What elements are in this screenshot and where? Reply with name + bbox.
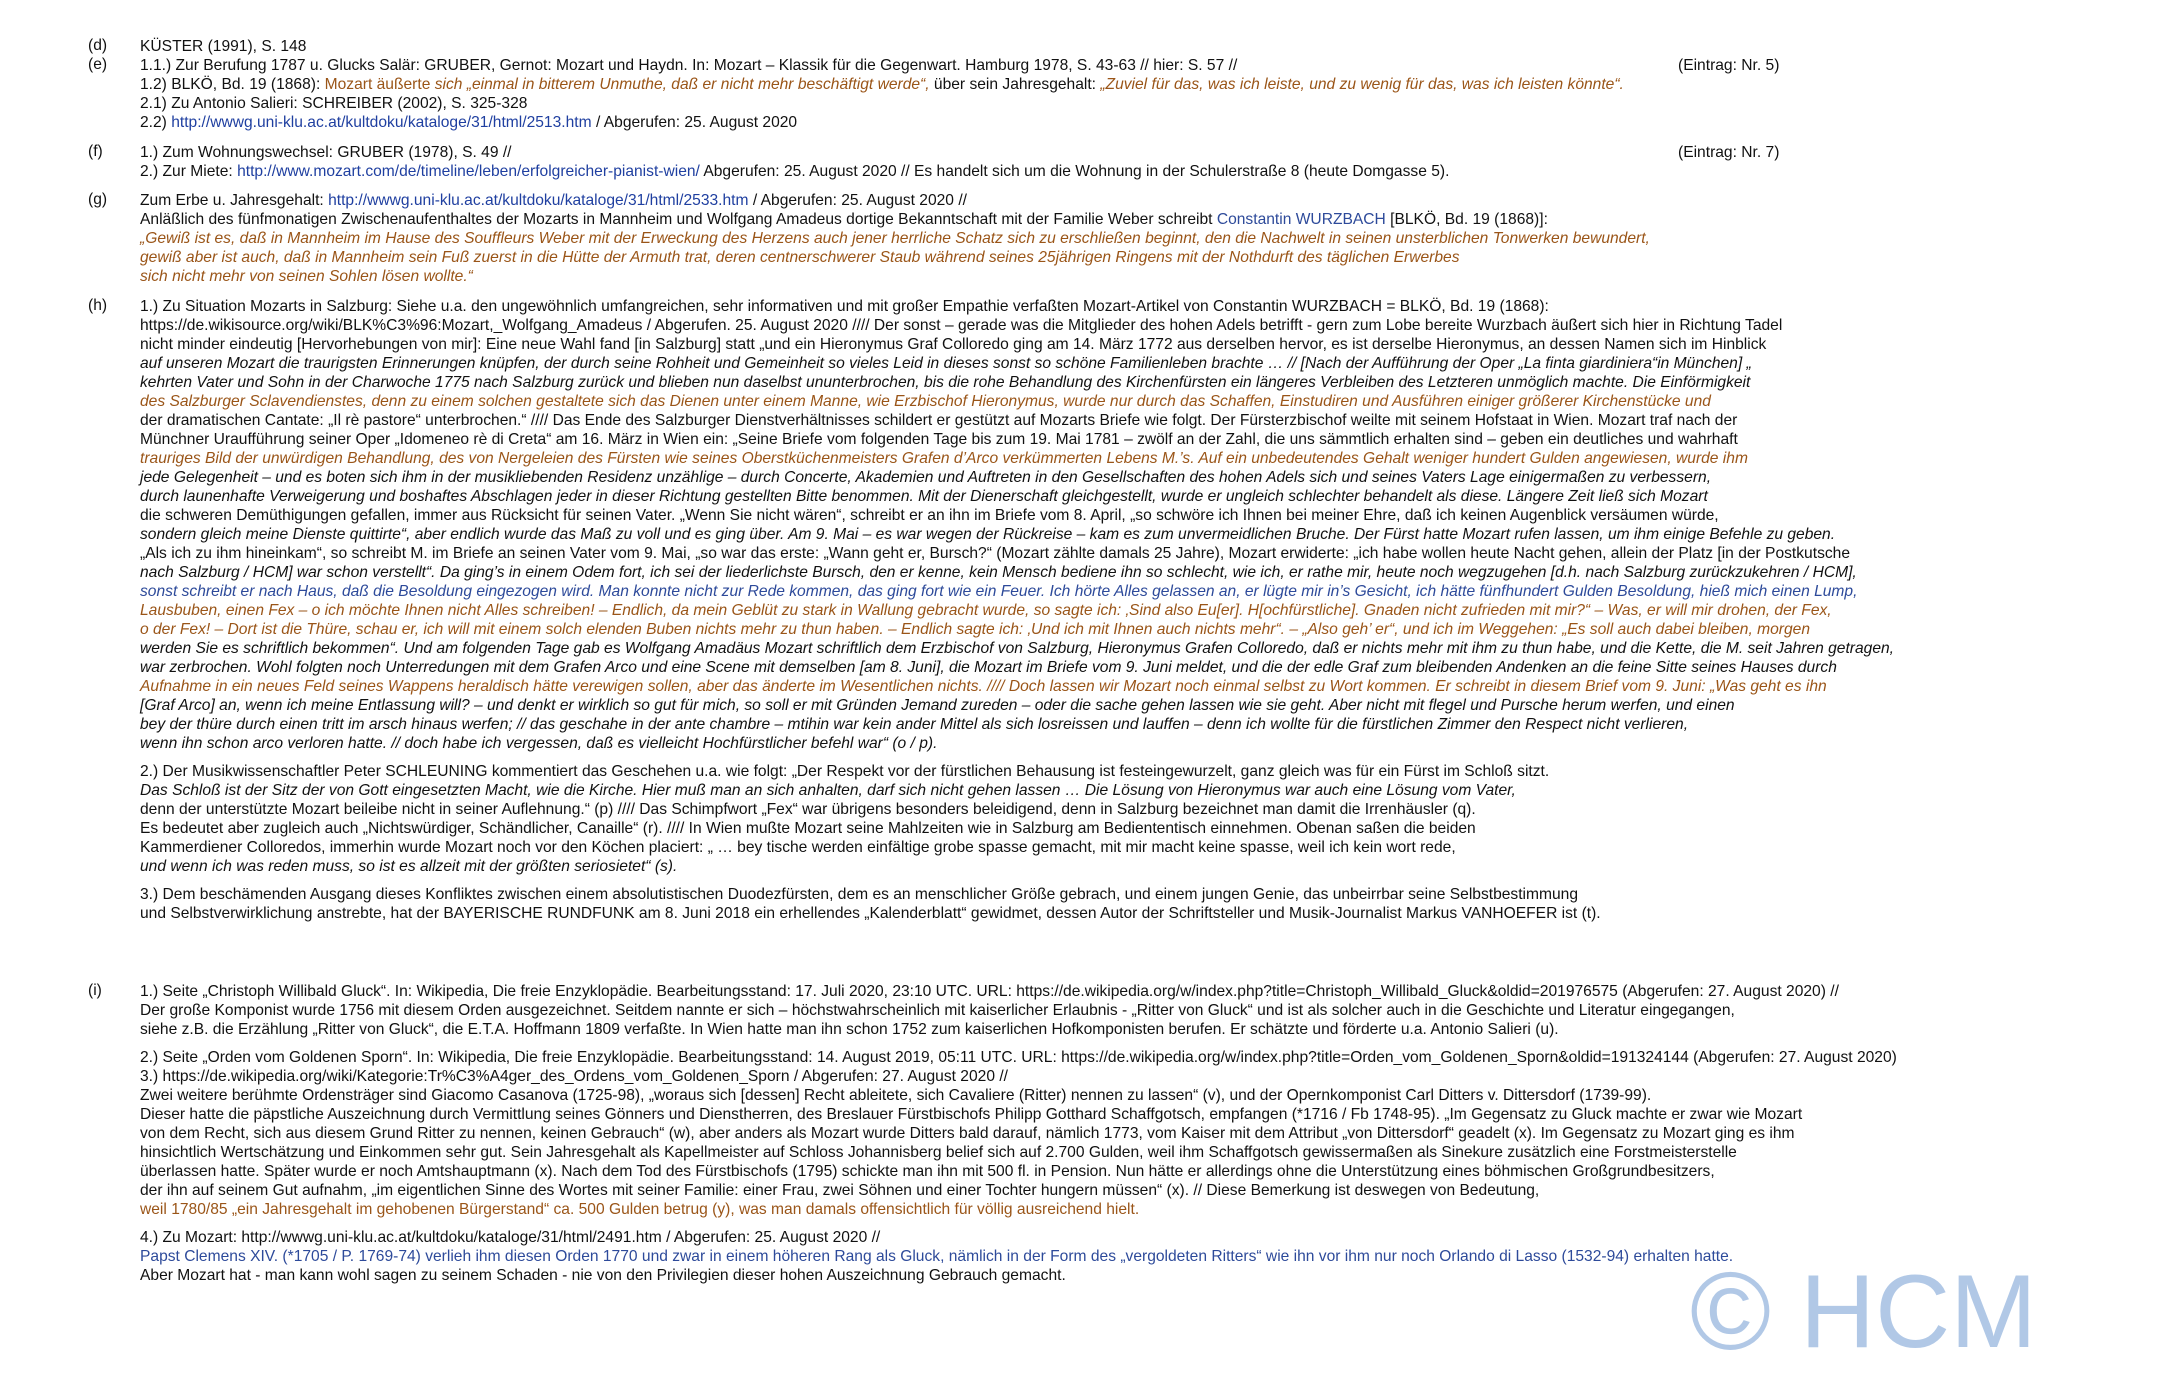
text-line: o der Fex! – Dort ist die Thüre, schau er, ich will mit einem solch elenden Buben nichts mehr zu thun haben. – Endlich sagte ich: ‚Und ich mit Ihnen auch nichts mehr“. – „Also geh’ er“, und ich im Weggehen: „Es soll auch dabei bleiben, morgen (140, 621, 1810, 638)
text-line: Das Schloß ist der Sitz der von Gott eingesetzten Macht, wie die Kirche. Hier muß man an sich anhalten, darf sich nicht gehen lassen … Die Lösung von Hieronymus war auch eine Lösung vom Vater, (140, 782, 1516, 799)
text-line: Aber Mozart hat - man kann wohl sagen zu seinem Schaden - nie von den Privilegien dieser hohen Auszeichnung Gebrauch gemacht. (140, 1267, 1066, 1284)
text-line: 1.) Seite „Christoph Willibald Gluck“. In: Wikipedia, Die freie Enzyklopädie. Bearbeitungsstand: 17. Juli 2020, 23:10 UTC. URL: https://de.wikipedia.org/w/index.php?title=Christoph_Willibald_Gluck&oldid=201976575 (Abgerufen: 27. August 2020) // (140, 983, 1839, 1000)
note-paragraph-2 (140, 1048, 2169, 1219)
copyright-symbol: © (1690, 1250, 1772, 1373)
text-line: Papst Clemens XIV. (*1705 / P. 1769-74) verlieh ihm diesen Orden 1770 und zwar in einem höheren Rang als Gluck, nämlich in der Form des „vergoldeten Ritters“ wie ihn vor ihm nur noch Orlando di Lasso (1532-94) erhalten hatte. (140, 1248, 1734, 1265)
text-line: überlassen hatte. Später wurde er noch Amtshauptmann (x). Nach dem Tod des Fürstbischofs (1795) schickte man ihn mit 500 fl. in Pension. Nun hätte er allerdings ohne die Unterstützung eines böhmischen Großgrundbesitzers, (140, 1163, 1715, 1180)
text-line: [Graf Arco] an, wenn ich meine Entlassung will? – und denkt er wirklich so gut für mich, so soll er mit Gründen Jemand zureden – oder die sache gehen lassen wie sie geht. Aber nicht mit flegel und Pursche herum werfen, und einen (140, 697, 1735, 714)
watermark-text: HCM (1771, 1254, 2037, 1370)
quote-line: gewiß aber ist auch, daß in Mannheim sein Fuß zuerst in die Hütte der Armuth trat, deren centnerschwerer Staub während seines 25jährigen Ringens mit der Nothdurft des täglichen Erwerbes (140, 249, 1460, 266)
source-link[interactable]: http://wwwg.uni-klu.ac.at/kultdoku/kataloge/31/html/2533.htm (328, 192, 749, 209)
text-line: sonst schreibt er nach Haus, daß die Besoldung eingezogen wird. Man konnte nicht zur Rede kommen, das ging fort wie ein Feuer. Ich hörte Alles gelassen an, er lügte mir in’s Gesicht, ich hätte fünfhundert Gulden Besoldung, hieß mich einen Lump, (140, 583, 1858, 600)
text-line: der ihn auf seinem Gut aufnahm, „im eigentlichen Sinne des Wortes mit seiner Familie: einer Frau, zwei Söhnen und einer Tochter hungern müssen“ (x). // Diese Bemerkung ist deswegen von Bedeutung, (140, 1182, 1540, 1199)
text-line: durch launenhafte Verweigerung und boshaftes Abschlagen jeder in dieser Richtung gestellten Bitte benommen. Mit der Dienerschaft gleichgestellt, wurde er ungleich schlechter behandelt als diese. Längere Zeit ließ sich Mozart (140, 488, 1708, 505)
note-text: Abgerufen: 25. August 2020 // Es handelt sich um die Wohnung in der Schulerstraße 8 (heute Domgasse 5). (699, 163, 1450, 180)
separator-line (140, 952, 1871, 971)
note-text: über sein Jahresgehalt: (929, 76, 1101, 93)
text-line: auf unseren Mozart die traurigsten Erinnerungen knüpfen, der durch seine Rohheit und Gemeinheit so vieles Leid in dieses sonst so schöne Familienleben brachte … // [Nach der Aufführung der Oper „La finta giardiniera“in München] „ (140, 355, 1752, 372)
text-line: denn der unterstützte Mozart beileibe nicht in seiner Auflehnung.“ (p) //// Das Schimpfwort „Fex“ war übrigens besonders beleidigend, denn in Salzburg bezeichnet man damit die Irrenhäusler (q). (140, 801, 1476, 818)
note-text: Zum Erbe u. Jahresgehalt: (140, 192, 329, 209)
text-line: 2.) Seite „Orden vom Goldenen Sporn“. In: Wikipedia, Die freie Enzyklopädie. Bearbeitungsstand: 14. August 2019, 05:11 UTC. URL: https://de.wikipedia.org/w/index.php?title=Orden_vom_Goldenen_Sporn&oldid=191324144 (Abgerufen: 27. August 2020) (140, 1049, 1897, 1066)
author-name: Constantin WURZBACH (1216, 211, 1386, 228)
text-line: nach Salzburg / HCM] war schon verstellt“. Da ging’s in einem Odem fort, ich sei der liederlichste Bursch, den er kenne, kein Mensch bediene ihn so schlecht, wie ich, er rathe mir, heute noch wegzugehen [d.h. nach Salzburg zurückzukehren / HCM], (140, 564, 1857, 581)
text-line: 1.) Zu Situation Mozarts in Salzburg: Siehe u.a. den ungewöhnlich umfangreichen, sehr informativen und mit großer Empathie verfaßten Mozart-Artikel von Constantin WURZBACH = BLKÖ, Bd. 19 (1868): (140, 298, 1549, 315)
text-line: Der große Komponist wurde 1756 mit diesem Orden ausgezeichnet. Seitdem nannte er sich – höchstwahrscheinlich mit kaiserlicher Erlaubnis - „Ritter von Gluck“ und ist als solcher auch in die Geschichte und Literatur eingegangen, (140, 1002, 1735, 1019)
note-paragraph-1 (140, 297, 2169, 753)
text-line: trauriges Bild der unwürdigen Behandlung, des von Nergeleien des Fürsten wie seines Oberstküchenmeisters Grafen d’Arco verkümmerten Lebens M.’s. Auf ein unbedeutendes Gehalt weniger hundert Gulden angewiesen, wurde ihm (140, 450, 1748, 467)
note-text: Anläßlich des fünfmonatigen Zwischenaufenthaltes der Mozarts in Mannheim und Wolfgang Amadeus dortige Bekanntschaft mit der Familie Weber schreibt (140, 211, 1217, 228)
text-line: Zwei weitere berühmte Ordensträger sind Giacomo Casanova (1725-98), „woraus sich [dessen] Recht ableitete, sich Cavaliere (Ritter) nennen zu lassen“ (v), und der Opernkomponist Carl Ditters v. Dittersdorf (1739-99). (140, 1087, 1652, 1104)
note-text: 1.2) BLKÖ, Bd. 19 (1868): (140, 76, 325, 93)
entry-label: (Eintrag: Nr. 7) (1678, 144, 1780, 161)
entry-label: (Eintrag: Nr. 5) (1678, 57, 1780, 74)
note-text: / Abgerufen: 25. August 2020 // (748, 192, 967, 209)
text-line: die schweren Demüthigungen gefallen, immer aus Rücksicht für seinen Vater. „Wenn Sie nicht wären“, schreibt er an ihn im Briefe vom 8. April, „so schwöre ich Ihnen bei meiner Ehre, daß ich keinen Augenblick versäumen würde, (140, 507, 1719, 524)
note-line: 2.1) Zu Antonio Salieri: SCHREIBER (2002), S. 325-328 (140, 95, 528, 112)
text-line: Es bedeutet aber zugleich auch „Nichtswürdiger, Schändlicher, Canaille“ (r). //// In Wien mußte Mozart seine Mahlzeiten wie in Salzburg am Bediententisch einnehmen. Obenan saßen die beiden (140, 820, 1476, 837)
note-line: KÜSTER (1991), S. 148 (140, 38, 307, 55)
text-line: werden Sie es schriftlich bekommen“. Und am folgenden Tage gab es Wolfgang Amadäus Mozart schriftlich dem Erzbischof von Salzburg, Hieronymus Grafen Colloredo, daß er nichts mehr mit ihm zu thun habe, und die Kette, die M. seit Jahren getragen, (140, 640, 1895, 657)
text-line: https://de.wikisource.org/wiki/BLK%C3%96:Mozart,_Wolfgang_Amadeus / Abgerufen. 25. August 2020 //// Der sonst – gerade was die Mitglieder des hohen Adels betrifft - gern zum Lobe bereite Wurzbach äußert sich hier in Richtung Tadel (140, 317, 1783, 334)
text-line: Lausbuben, einen Fex – o ich möchte Ihnen nicht Alles schreiben! – Endlich, da mein Geblüt zu stark in Wallung gebracht wurde, so sagte ich: ‚Sind also Eu[er]. H[ochfürstliche]. Gnaden nicht zufrieden mit mir?“ – Was, er will mir drohen, der Fex, (140, 602, 1832, 619)
note-letter: (i) (88, 982, 102, 999)
text-line: Kammerdiener Colloredos, immerhin wurde Mozart noch vor den Köchen placiert: „ … bey tische werden einfältige grobe spasse gemacht, mit mir macht keine spasse, weil ich kein wort rede, (140, 839, 1456, 856)
text-line: und Selbstverwirklichung anstrebte, hat der BAYERISCHE RUNDFUNK am 8. Juni 2018 ein erhellendes „Kalenderblatt“ gewidmet, dessen Autor der Schriftsteller und Musik-Journalist Markus VANHOEFER ist (t). (140, 905, 1601, 922)
text-line: des Salzburger Sclavendienstes, denn zu einem solchen gestaltete sich das Dienen unter einem Manne, wie Erzbischof Hieronymus, wurde nur durch das Schaffen, Einstudiren und Ausführen einiger größerer Kirchenstücke und (140, 393, 1711, 410)
quote-text: „Zuviel für das, was ich leiste, und zu wenig für das, was ich leisten könnte“. (1100, 76, 1624, 93)
text-line: kehrten Vater und Sohn in der Charwoche 1775 nach Salzburg zurück und blieben nun daselbst ununterbrochen, bis die rohe Behandlung des Kirchenfürsten ein längeres Verbleiben des Letzteren unmöglich machte. Die Einförmigkeit (140, 374, 1751, 391)
text-line: nicht minder eindeutig [Hervorhebungen von mir]: Eine neue Wahl fand [in Salzburg] statt „und ein Hieronymus Graf Colloredo ging am 14. März 1772 aus derselben hervor, es ist derselbe Hieronymus, an dessen Namen sich im Hinblick (140, 336, 1767, 353)
text-line: 3.) https://de.wikipedia.org/wiki/Kategorie:Tr%C3%A4ger_des_Ordens_vom_Goldenen_Sporn / Abgerufen: 27. August 2020 // (140, 1068, 1008, 1085)
text-line: und wenn ich was reden muss, so ist es allzeit mit der größten seriosietet“ (s). (140, 858, 678, 875)
quote-text: sich „einmal in bitterem Unmuthe, daß er nicht mehr beschäftigt werde“, (434, 76, 930, 93)
note-text: 2.) Zur Miete: (140, 163, 238, 180)
note-letter: (g) (88, 191, 108, 208)
source-link[interactable]: http://wwwg.uni-klu.ac.at/kultdoku/kataloge/31/html/2513.htm (171, 114, 592, 131)
text-line: „Als ich zu ihm hineinkam“, so schreibt M. im Briefe an seinen Vater vom 9. Mai, „so war das erste: „Wann geht er, Bursch?“ (Mozart zählte damals 25 Jahre), Mozart erwiderte: „ich habe wollen heute Nacht gehen, allein der Platz [in der Postkutsche (140, 545, 1851, 562)
text-line: 4.) Zu Mozart: http://wwwg.uni-klu.ac.at/kultdoku/kataloge/31/html/2491.htm / Abgerufen: 25. August 2020 // (140, 1229, 881, 1246)
text-line: Dieser hatte die päpstliche Auszeichnung durch Vermittlung seines Gönners und Dienstherren, des Breslauer Fürstbischofs Philipp Gotthard Schaffgotsch, empfangen (*1716 / Fb 1748-95). „Im Gegensatz zu Gluck machte er zwar wie Mozart (140, 1106, 1803, 1123)
text-line: siehe z.B. die Erzählung „Ritter von Gluck“, die E.T.A. Hoffmann 1809 verfaßte. In Wien hatte man ihn schon 1752 zum kaiserlichen Hofkomponisten berufen. Er schätzte und förderte u.a. Antonio Salieri (u). (140, 1021, 1559, 1038)
text-line: weil 1780/85 „ein Jahresgehalt im gehobenen Bürgerstand“ ca. 500 Gulden betrug (y), was man damals offensichtlich für völlig ausreichend hielt. (140, 1201, 1140, 1218)
note-letter: (e) (88, 56, 108, 73)
quote-line: „Gewiß ist es, daß in Mannheim im Hause des Souffleurs Weber mit der Erweckung des Herzens auch jener herrliche Schatz sich zu erschließen beginnt, den die Nachwelt in seinen unsterblichen Tonwerken bewundert, (140, 230, 1650, 247)
text-line: von dem Recht, sich aus diesem Grund Ritter zu nennen, keinen Gebrauch“ (w), aber anders als Mozart wurde Ditters bald darauf, nämlich 1773, vom Kaiser mit dem Attribut „von Dittersdorf“ geadelt (x). Im Gegensatz zu Mozart ging es ihm (140, 1125, 1795, 1142)
note-text: / Abgerufen: 25. August 2020 (591, 114, 798, 131)
note-paragraph-3 (140, 885, 2169, 923)
text-line: Aufnahme in ein neues Feld seines Wappens heraldisch hätte verewigen sollen, aber das änderte im Wesentlichen nichts. //// Doch lassen wir Mozart noch einmal selbst zu Wort kommen. Er schreibt in diesem Brief vom 9. Juni: „Was geht es ihn (140, 678, 1827, 695)
text-line: 2.) Der Musikwissenschaftler Peter SCHLEUNING kommentiert das Geschehen u.a. wie folgt: „Der Respekt vor der fürstlichen Behausung ist festeingewurzelt, ganz gleich was für ein Fürst im Schloß sitzt. (140, 763, 1550, 780)
note-paragraph-2 (140, 762, 2169, 876)
text-line: sondern gleich meine Dienste quittirte“, aber endlich wurde das Maß zu voll und es ging über. Am 9. Mai – es war wegen der Rückreise – kam es zum unvermeidlichen Bruche. Der Fürst hatte Mozart rufen lassen, um ihm einige Befehle zu geben. (140, 526, 1836, 543)
copyright-watermark (1690, 1250, 2037, 1373)
text-line: hinsichtlich Wertschätzung und Einkommen sehr gut. Sein Jahresgehalt als Kapellmeister auf Schloss Johannisberg belief sich auf 2.700 Gulden, weil ihm Schaffgotsch gewissermaßen als Sinekure zusätzlich eine Forstmeisterstelle (140, 1144, 1737, 1161)
note-letter: (f) (88, 143, 103, 160)
note-letter: (d) (88, 37, 108, 54)
note-line: 1.1.) Zur Berufung 1787 u. Glucks Salär: GRUBER, Gernot: Mozart und Haydn. In: Mozart – Klassik für die Gegenwart. Hamburg 1978, S. 43-63 // hier: S. 57 // (140, 57, 1238, 74)
text-line: der dramatischen Cantate: „Il rè pastore“ unterbrochen.“ //// Das Ende des Salzburger Dienstverhältnisses schildert er gestützt auf Mozarts Briefe wie folgt. Der Fürsterzbischof weilte mit seinem Hofstaat in Wien. Mozart traf nach der (140, 412, 1738, 429)
source-link[interactable]: http://www.mozart.com/de/timeline/leben/erfolgreicher-pianist-wien/ (237, 163, 700, 180)
quote-line: sich nicht mehr von seinen Sohlen lösen wollte.“ (140, 268, 473, 285)
text-line: bey der thüre durch einen tritt im arsch hinaus werfen; // das geschahe in der ante chambre – mtihin war kein ander Mittel als sich losreissen und lauffen – denn ich wollte für die fürstlichen Zimmer den Respect nicht verlieren, (140, 716, 1689, 733)
note-letter: (h) (88, 297, 108, 314)
note-line: 1.) Zum Wohnungswechsel: GRUBER (1978), S. 49 // (140, 144, 512, 161)
quote-text: Mozart äußerte (324, 76, 435, 93)
text-line: war zerbrochen. Wohl folgten noch Unterredungen mit dem Grafen Arco und eine Scene mit demselben [am 8. Juni], die Mozart im Briefe vom 9. Juni meldet, und die der edle Graf zum bleibenden Andenken an die feine Sitte seines Hauses durch (140, 659, 1837, 676)
text-line: jede Gelegenheit – und es boten sich ihm in der musikliebenden Residenz unzählige – durch Concerte, Akademien und Auftreten in den Gesellschaften des hohen Adels sich und seines Vaters Lage einigermaßen zu verbessern, (140, 469, 1712, 486)
note-paragraph-1 (140, 982, 2169, 1039)
text-line: wenn ihn schon arco verloren hatte. // doch habe ich vergessen, daß es vielleicht Hochfürstlicher befehl war“ (o / p). (140, 735, 938, 752)
text-line: 3.) Dem beschämenden Ausgang dieses Konfliktes zwischen einem absolutistischen Duodezfürsten, dem es an menschlicher Größe gebrach, und einem jungen Genie, das unbeirrbar seine Selbstbestimmung (140, 886, 1579, 903)
note-text: [BLKÖ, Bd. 19 (1868)]: (1385, 211, 1548, 228)
text-line: Münchner Uraufführung seiner Oper „Idomeneo rè di Creta“ am 16. März in Wien ein: „Seine Briefe vom folgenden Tage bis zum 19. Mai 1781 – zwölf an der Zahl, die uns sämmtlich erhalten sind – geben ein deutliches und wahrhaft (140, 431, 1738, 448)
note-text: 2.2) (140, 114, 172, 131)
